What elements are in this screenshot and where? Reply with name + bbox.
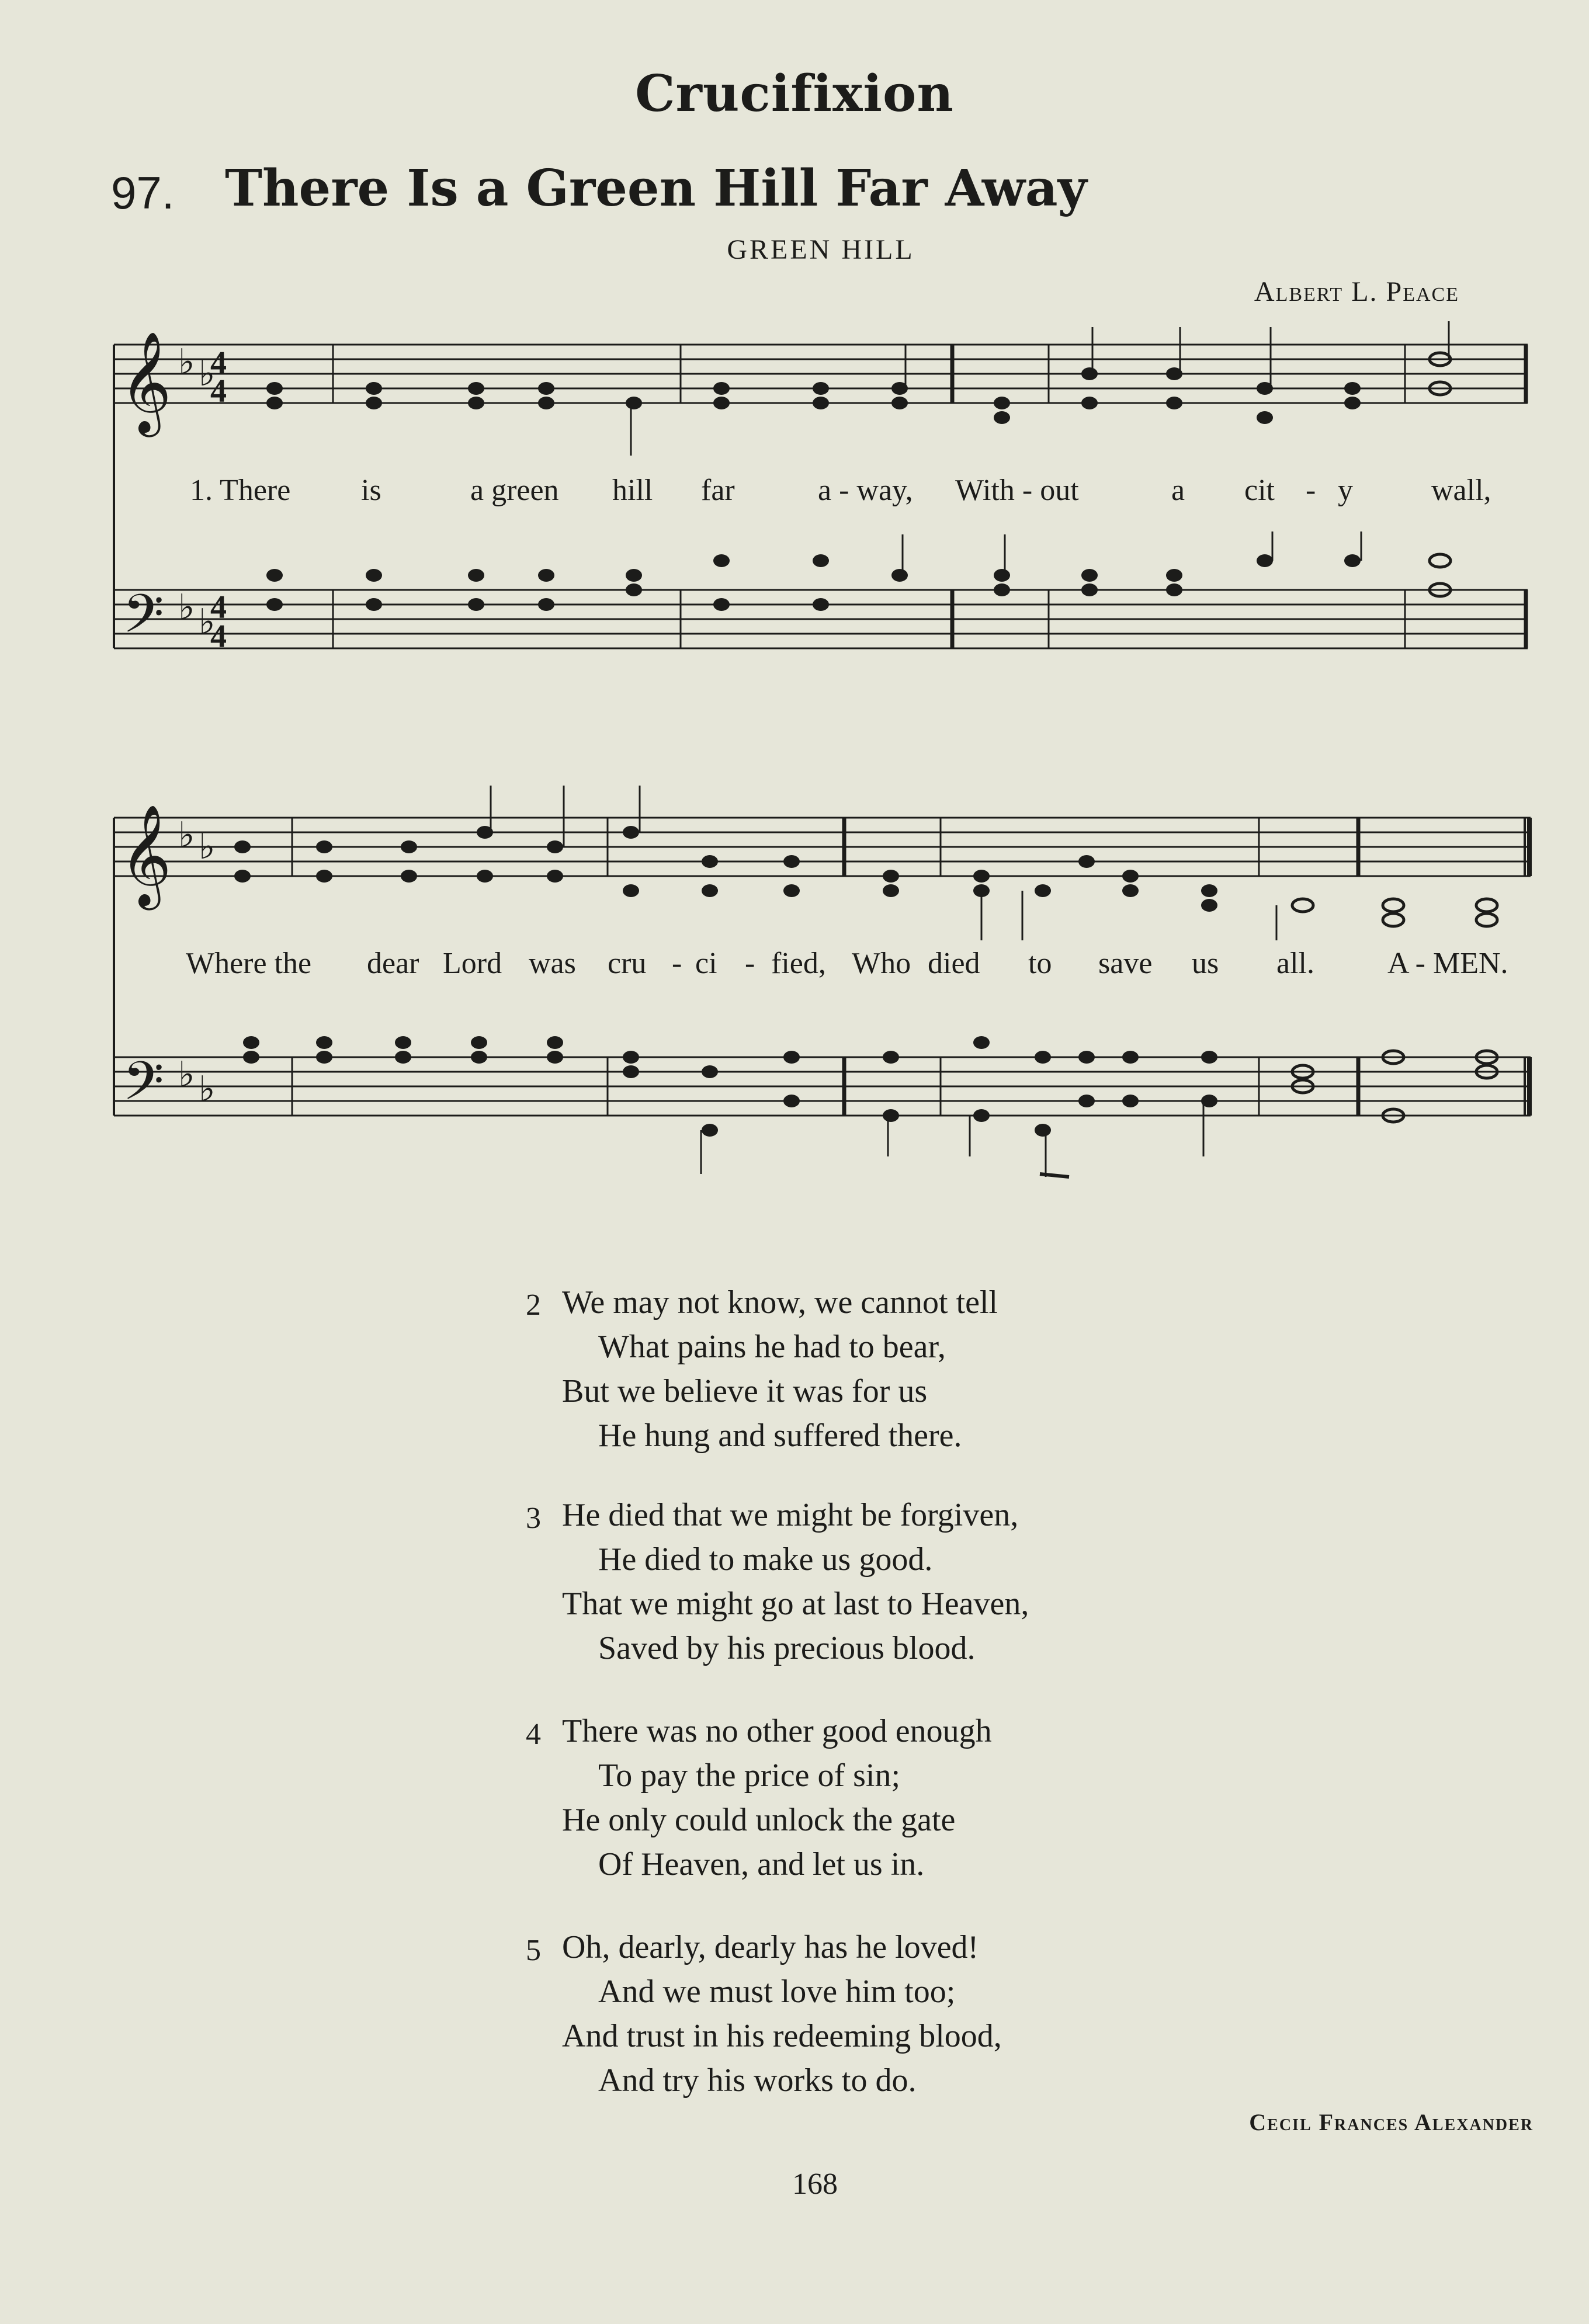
verse-line: And we must love him too; (598, 1974, 956, 2010)
lyric-word: cit (1244, 474, 1275, 507)
lyric-word: a - way, (818, 474, 913, 507)
lyric-word: all. (1276, 947, 1314, 980)
lyric-word: dear (367, 947, 419, 980)
page-number: 168 (792, 2167, 838, 2201)
lyric-word: cru (608, 947, 647, 980)
lyric-word: - (1306, 474, 1316, 507)
author-credit: Cecil Frances Alexander (1249, 2109, 1534, 2135)
verse-line: We may not know, we cannot tell (562, 1284, 998, 1321)
lyric-word: a green (470, 474, 559, 507)
verse-line: That we might go at last to Heaven, (562, 1586, 1029, 1622)
verse-line: And try his works to do. (598, 2062, 917, 2099)
tune-name: GREEN HILL (727, 234, 915, 265)
verse-number: 3 (526, 1502, 541, 1535)
hymn-title: There Is a Green Hill Far Away (225, 159, 1087, 218)
verse-line: Of Heaven, and let us in. (598, 1846, 925, 1882)
lyric-word: fied, (771, 947, 826, 980)
lyric-word: wall, (1431, 474, 1491, 507)
section-title: Crucifixion (635, 64, 954, 123)
lyric-word: far (701, 474, 735, 507)
lyric-word: With - out (955, 474, 1079, 507)
verse-line: He died to make us good. (598, 1541, 933, 1578)
verse-line: He died that we might be forgiven, (562, 1497, 1019, 1533)
lyric-word: was (529, 947, 576, 980)
lyric-word: - (672, 947, 682, 980)
verse-line: He hung and suffered there. (598, 1418, 962, 1454)
lyric-word: to (1028, 947, 1052, 980)
lyric-word: is (361, 474, 381, 507)
lyric-word: - (745, 947, 755, 980)
lyric-word: y (1338, 474, 1353, 507)
lyric-word: died (928, 947, 980, 980)
svg-text:4: 4 (210, 619, 227, 655)
verse-line: To pay the price of sin; (598, 1757, 901, 1794)
verse-line: Saved by his precious blood. (598, 1630, 976, 1666)
svg-text:𝄞: 𝄞 (120, 331, 172, 433)
svg-text:𝄢: 𝄢 (123, 583, 164, 658)
notes-system2 (234, 826, 1497, 1137)
verse-line: And trust in his redeeming blood, (562, 2018, 1002, 2054)
lyric-word: us (1192, 947, 1219, 980)
svg-text:4: 4 (210, 589, 227, 626)
verse-line: He only could unlock the gate (562, 1802, 956, 1838)
svg-text:4: 4 (210, 373, 227, 409)
verse-number: 2 (526, 1288, 541, 1322)
lyric-word: a (1171, 474, 1185, 507)
svg-text:♭: ♭ (178, 342, 195, 383)
verse-line: There was no other good enough (562, 1713, 992, 1749)
verse-line: What pains he had to bear, (598, 1329, 946, 1365)
svg-text:♭: ♭ (199, 826, 216, 867)
composer: Albert L. Peace (1254, 276, 1459, 307)
lyric-word: A - MEN. (1387, 947, 1508, 980)
svg-text:♭: ♭ (199, 1069, 216, 1110)
svg-text:𝄞: 𝄞 (120, 804, 172, 906)
svg-text:♭: ♭ (178, 815, 195, 856)
verse-number: 5 (526, 1934, 541, 1967)
system2-bass-staff (114, 1057, 1531, 1116)
svg-text:♭: ♭ (199, 353, 216, 394)
verse-line: Oh, dearly, dearly has he loved! (562, 1929, 979, 1965)
svg-text:♭: ♭ (199, 602, 216, 642)
lyric-word: save (1098, 947, 1153, 980)
hymn-number: 97. (111, 167, 175, 218)
svg-text:4: 4 (210, 345, 227, 381)
lyric-word: 1. There (190, 474, 291, 507)
svg-text:𝄢: 𝄢 (123, 1050, 164, 1125)
lyric-word: Lord (443, 947, 502, 980)
verse-line: But we believe it was for us (562, 1373, 928, 1409)
lyric-word: hill (612, 474, 653, 507)
lyric-word: Who (852, 947, 911, 980)
lyric-word: Where the (186, 947, 312, 980)
verse-number: 4 (526, 1718, 541, 1751)
lyric-word: ci (695, 947, 717, 980)
svg-text:♭: ♭ (178, 587, 195, 628)
svg-text:♭: ♭ (178, 1054, 195, 1095)
